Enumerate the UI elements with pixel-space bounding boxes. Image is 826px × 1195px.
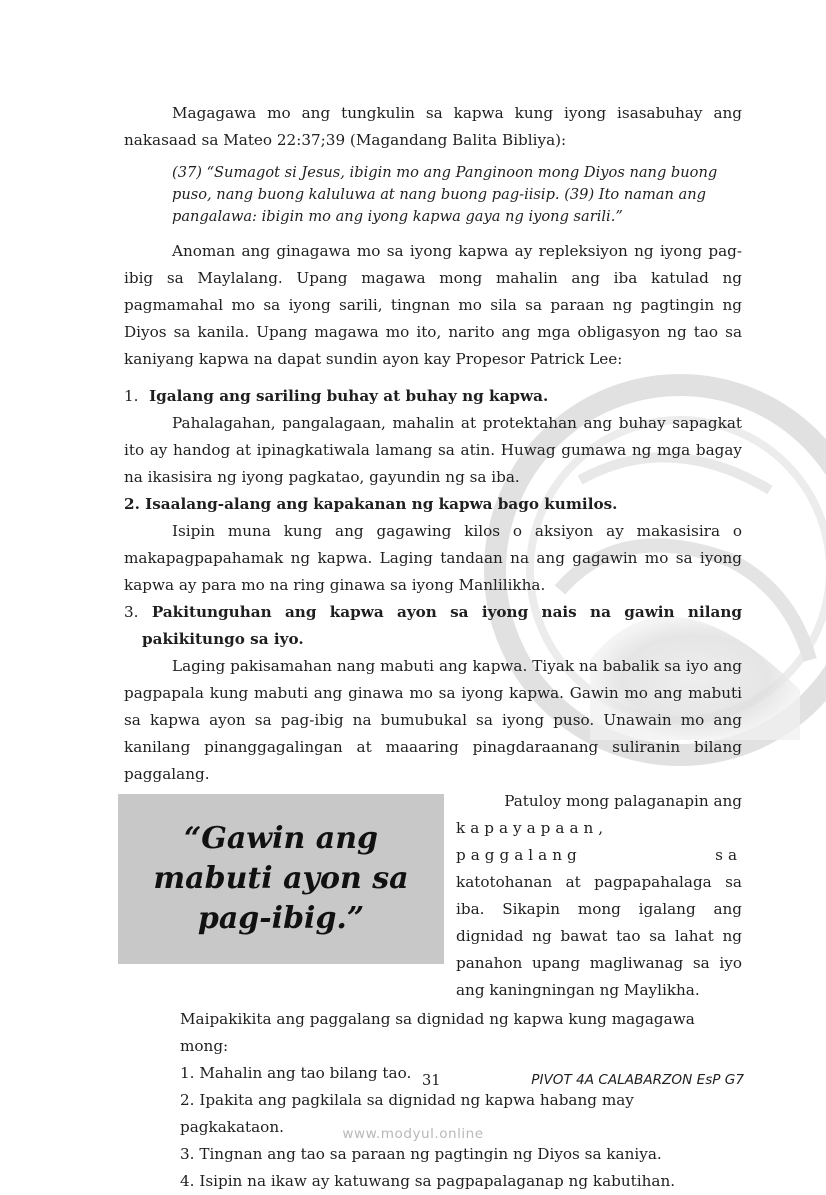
page-footer	[0, 1072, 826, 1094]
dignity-item-3: 3. Tingnan ang tao sa paraan ng pagtingin ng Diyos sa kaniya.	[180, 1145, 662, 1163]
obligation-3-title: Pakitunguhan ang kapwa ayon sa iyong nais na gawin nilang pakikitungo sa iyo.	[142, 603, 742, 648]
obligation-3-number: 3.	[124, 603, 139, 621]
pullquote-text: “Gawin ang mabuti ayon sa pag-ibig.”	[153, 821, 409, 936]
obligation-1-title: Igalang ang sariling buhay at buhay ng kapwa.	[149, 387, 549, 405]
dignity-item-4: 4. Isipin na ikaw ay katuwang sa pagpapalaganap ng kabutihan.	[180, 1172, 676, 1190]
obligation-1-number: 1.	[124, 387, 139, 405]
obligation-3-heading	[124, 599, 742, 653]
pullquote-section	[124, 788, 742, 1004]
site-watermark-text: www.modyul.online	[342, 1126, 484, 1142]
obligation-2-title: . Isaalang-alang ang kapakanan ng kapwa bago kumilos.	[134, 495, 618, 513]
obligation-2-number: 2	[124, 495, 135, 513]
dignity-lead: Maipakikita ang paggalang sa dignidad ng kapwa kung magagawa mong:	[180, 1010, 695, 1055]
obligation-1-body: Pahalagahan, pangalagaan, mahalin at protektahan ang buhay sapagkat ito ay handog at ipinagkatiwala lamang sa atin. Huwag gumawa ng mga bagay na ikasisira ng iyong pagkatao, gayundin ng sa iba.	[124, 414, 742, 486]
obligation-3-body: Laging pakisamahan nang mabuti ang kapwa. Tiyak na babalik sa iyo ang pagpapala kung mabuti ang ginawa mo sa iyong kapwa. Gawin mo ang mabuti sa kapwa ayon sa pag-ibig na bumubukal sa iyong puso. Unawain mo ang kanilang pinanggagalingan at maaaring pinagdaraanang suliranin bilang paggalang.	[124, 657, 742, 783]
dignity-item-1: 1. Mahalin ang tao bilang tao.	[180, 1064, 412, 1082]
side-text-line-2: kapayapaan, paggalang sa	[456, 819, 742, 864]
side-text-line-1: Patuloy mong palaganapin ang	[504, 792, 742, 810]
dignity-item-2: 2. Ipakita ang pagkilala sa dignidad ng kapwa habang may pagkakataon.	[180, 1091, 634, 1136]
obligation-2-heading	[124, 491, 742, 518]
intro-paragraph: Anoman ang ginagawa mo sa iyong kapwa ay repleksiyon ng iyong pag-ibig sa Maylalang. Upang magawa mong mahalin ang iba katulad ng pagmamahal mo sa iyong sarili, tingnan mo sila sa paraan ng pagtingin ng Diyos sa kanila. Upang magawa mo ito, narito ang mga obligasyon ng tao sa kaniyang kapwa na dapat sundin ayon kay Propesor Patrick Lee:	[124, 242, 742, 368]
side-text-rest: katotohanan at pagpapahalaga sa iba. Sikapin mong igalang ang dignidad ng bawat tao sa lahat ng panahon upang magliwanag sa iyo ang kaningningan ng Maylikha.	[456, 873, 742, 999]
side-text	[456, 788, 742, 1004]
obligation-2-body: Isipin muna kung ang gagawing kilos o aksiyon ay makasisira o makapagpapahamak ng kapwa. Laging tandaan na ang gagawin mo sa iyong kapwa ay para mo na ring ginawa sa iyong Manlilikha.	[124, 522, 742, 594]
main-content	[124, 100, 742, 1195]
page-number: 31	[422, 1072, 441, 1089]
intro-lead: Magagawa mo ang tungkulin sa kapwa kung iyong isasabuhay ang nakasaad sa Mateo 22:37;39 (Magandang Balita Bibliya):	[124, 104, 742, 149]
obligation-1-heading	[124, 383, 742, 410]
bible-quote: (37) “Sumagot si Jesus, ibigin mo ang Panginoon mong Diyos nang buong puso, nang buong kaluluwa at nang buong pag-iisip. (39) Ito naman ang pangalawa: ibigin mo ang iyong kapwa gaya ng iyong sarili.”	[172, 164, 718, 225]
pullquote-box	[118, 794, 444, 964]
series-label: PIVOT 4A CALABARZON EsP G7	[531, 1072, 744, 1088]
